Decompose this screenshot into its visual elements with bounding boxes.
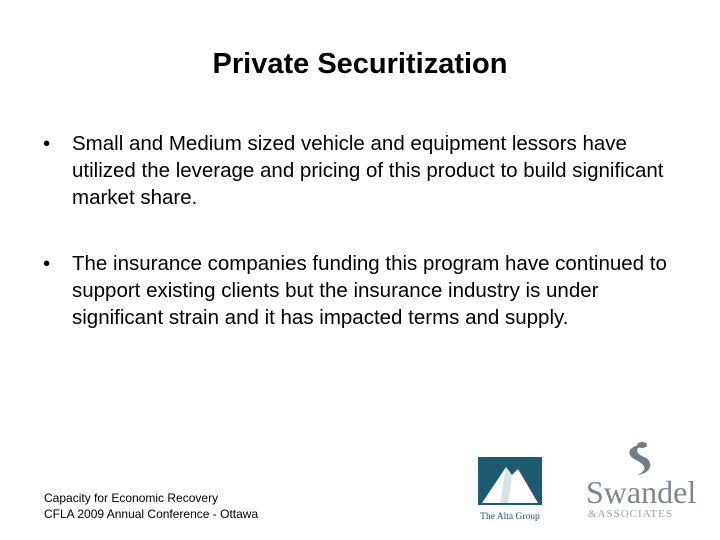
bullet-text: Small and Medium sized vehicle and equipment lessors have utilized the leverage and pricing of this product to build significant market share. bbox=[72, 132, 664, 209]
footer-line-2: CFLA 2009 Annual Conference - Ottawa bbox=[44, 507, 259, 521]
alta-logo-text: The Alta Group bbox=[480, 512, 540, 522]
swandel-associates-logo bbox=[582, 441, 702, 521]
slide-footer bbox=[44, 490, 258, 522]
bullet-marker: • bbox=[43, 252, 51, 275]
swandel-logo-sub: &ASSOCIATES bbox=[588, 508, 673, 520]
bullet-list bbox=[40, 130, 680, 370]
bullet-text: The insurance companies funding this program have continued to support existing clients but the insurance industry is under significant strain and it has impacted terms and supply. bbox=[72, 252, 667, 329]
footer-line-1: Capacity for Economic Recovery bbox=[44, 491, 219, 505]
bullet-marker: • bbox=[43, 132, 51, 155]
bullet-item bbox=[40, 250, 680, 331]
swandel-logo-name: Swandel bbox=[586, 474, 697, 510]
alta-group-logo bbox=[478, 457, 542, 523]
slide-title: Private Securitization bbox=[212, 48, 508, 80]
bullet-item bbox=[40, 130, 680, 211]
